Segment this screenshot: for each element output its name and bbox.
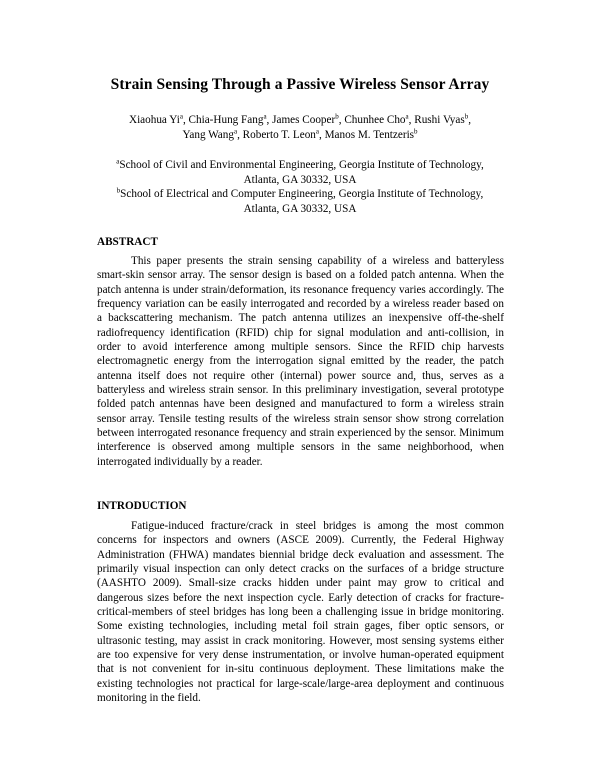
introduction-heading: INTRODUCTION xyxy=(97,500,187,512)
introduction-text: Fatigue-induced fracture/crack in steel bridges is among the most common concerns for inspectors and owners (ASCE 2009). Currently, the Federal Highway Administration (FHWA) mandates biennial bridge deck evaluation and assessment. The primarily visual inspection can only detect cracks on the surfaces of a bridge structure (AASHTO 2009). Small-size cracks hidden under paint may grow to critical and dangerous sizes before the next inspection cycle. Early detection of cracks for fracture-critical-members of steel bridges has long been a challenging issue in bridge monitoring. Some existing technologies, including metal foil strain gages, fiber optic sensors, or ultrasonic testing, may assist in crack monitoring. However, most sensing systems either are too expensive for very dense instrumentation, or involve human-operated equipment that is not convenient for in-situ continuous deployment. These limitations make the existing technologies not practical for large-scale/large-area deployment and continuous monitoring in the field. xyxy=(97,520,504,705)
author: Roberto T. Leon$^a$ xyxy=(242,126,320,141)
author: Chunhee Cho$^a$ xyxy=(344,112,409,126)
author: Chia-Hung Fang$^a$ xyxy=(188,112,267,126)
author: Rushi Vyas$^b$ xyxy=(414,112,469,126)
author: James Cooper$^b$ xyxy=(272,112,339,126)
affiliation: $^b$School of Electrical and Computer Engineering, Georgia Institute of Technology, Atlanta, GA 30332, USA xyxy=(116,186,484,215)
author-list: Xiaohua Yi$^a$, Chia-Hung Fang$^a$, James Cooper$^b$, Chunhee Cho$^a$, Rushi Vyas$^b$, Yang Wang$^a$, Roberto T. Leon$^a$, Manos M. Tentzeris$^b$ xyxy=(128,112,471,141)
affiliation-list xyxy=(70,158,530,216)
author: Yang Wang$^a$ xyxy=(182,126,238,141)
author: Manos M. Tentzeris$^b$ xyxy=(324,126,418,141)
affiliation: $^a$School of Civil and Environmental Engineering, Georgia Institute of Technology, Atlanta, GA 30332, USA xyxy=(116,157,484,186)
paper-title: Strain Sensing Through a Passive Wireless Sensor Array xyxy=(110,76,490,93)
abstract-heading: ABSTRACT xyxy=(97,236,158,248)
author: Xiaohua Yi$^a$ xyxy=(128,112,183,126)
abstract-text: This paper presents the strain sensing capability of a wireless and batteryless smart-skin sensor array. The sensor design is based on a folded patch antenna. When the patch antenna is under strain/deformation, its resonance frequency varies accordingly. The frequency variation can be easily interrogated and recorded by a wireless reader based on a backscattering mechanism. The patch antenna utilizes an inexpensive off-the-shelf radiofrequency identification (RFID) chip for signal modulation and anti-collision, in order to avoid interference among multiple sensors. Since the RFID chip harvests electromagnetic energy from the interrogation signal emitted by the reader, the patch antenna itself does not require other (internal) power source and, thus, serves as a batteryless and wireless strain sensor. In this preliminary investigation, several prototype folded patch antennas have been designed and manufactured to form a wireless strain sensor array. Tensile testing results of the wireless strain sensor show strong correlation between interrogated resonance frequency and strain experienced by the sensor. Minimum interference is observed among multiple sensors in the same neighborhood, when interrogated individually by a reader. xyxy=(97,255,504,468)
